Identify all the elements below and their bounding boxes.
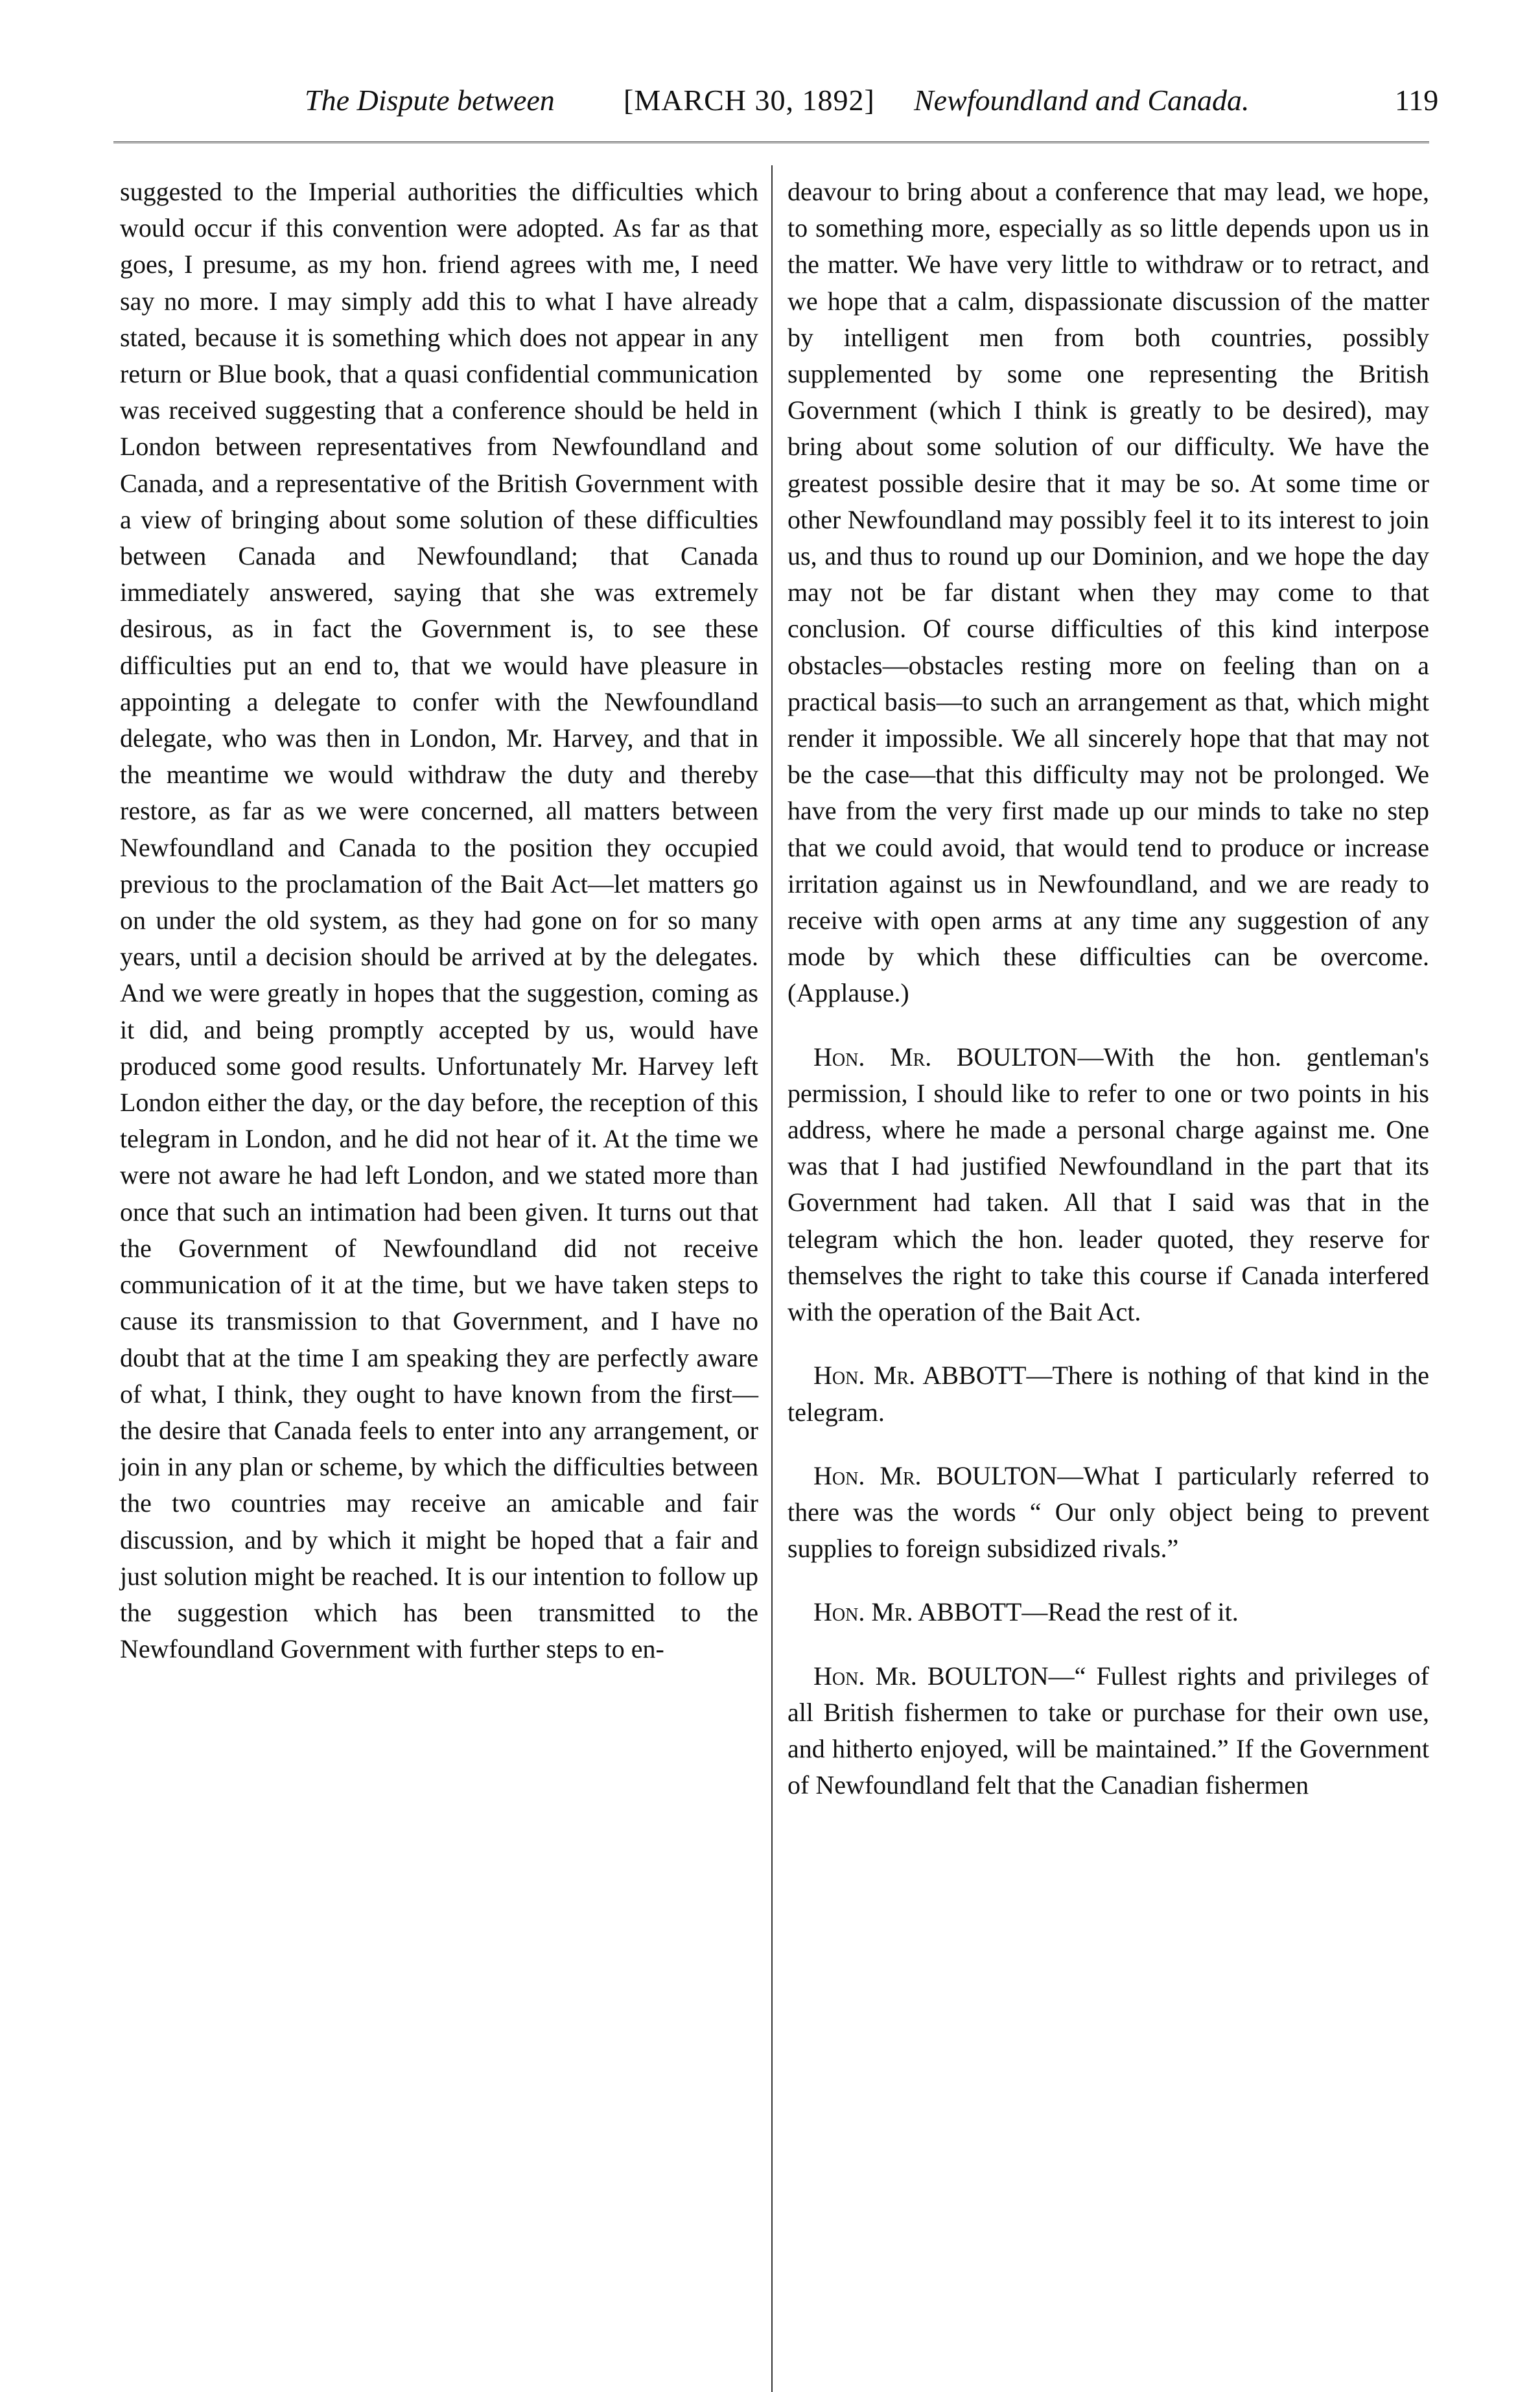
header-title-left: The Dispute between: [305, 84, 555, 117]
speech-boulton-2: [788, 1458, 1429, 1567]
right-column-continuation: deavour to bring about a conference that may lead, we hope, to something more, especially as so little depends upon us in the matter. We have very little to withdraw or to retract, and we hope that a calm, dispassionate discussion of the matter by intelligent men from both countries, possibly supplemented by some one representing the British Government (which I think is greatly to be desired), may bring about some solution of our difficulty. We have the greatest possible desire that it may be so. At some time or other Newfoundland may possibly feel it to its interest to join us, and thus to round up our Dominion, and we hope the day may not be far distant when they may come to that conclusion. Of course difficulties of this kind interpose obstacles—obstacles resting more on feeling than on a practical basis—to such an arrangement as that, which might render it impossible. We all sincerely hope that that may not be the case—that this difficulty may not be prolonged. We have from the very first made up our minds to take no step that we could avoid, that would tend to produce or increase irritation against us in Newfoundland, and we are ready to receive with open arms at any time any suggestion of any mode by which these difficulties can be overcome. (Applause.): [788, 177, 1429, 1008]
speaker-name: Hon. Mr. ABBOTT: [813, 1597, 1022, 1627]
speaker-name: Hon. Mr. BOULTON: [813, 1042, 1078, 1072]
speech-abbott-2: [788, 1594, 1429, 1630]
right-column: [788, 174, 1429, 1803]
header-date: [MARCH 30, 1892]: [624, 84, 875, 117]
header-rule: [113, 141, 1429, 143]
speech-boulton-3: [788, 1658, 1429, 1804]
speech-text: —There is nothing of that kind in the telegram.: [788, 1361, 1429, 1427]
speech-abbott-1: [788, 1357, 1429, 1430]
speaker-name: Hon. Mr. ABBOTT: [813, 1361, 1027, 1390]
left-column-paragraph: suggested to the Imperial authorities the difficulties which would occur if this convention were adopted. As far as that goes, I presume, as my hon. friend agrees with me, I need say no more. I may simply add this to what I have already stated, because it is something which does not appear in any return or Blue book, that a quasi confidential communication was received suggesting that a conference should be held in London between representatives from Newfoundland and Canada, and a representative of the British Government with a view of bringing about some solution of these difficulties between Canada and Newfoundland; that Canada immediately answered, saying that she was extremely desirous, as in fact the Government is, to see these difficulties put an end to, that we would have pleasure in appointing a delegate to confer with the Newfoundland delegate, who was then in London, Mr. Harvey, and that in the meantime we would withdraw the duty and thereby restore, as far as we were concerned, all matters between Newfoundland and Canada to the position they occupied previous to the proclamation of the Bait Act—let matters go on under the old system, as they had gone on for so many years, until a decision should be arrived at by the delegates. And we were greatly in hopes that the suggestion, coming as it did, and being promptly accepted by us, would have produced some good results. Unfortunately Mr. Harvey left London either the day, or the day before, the reception of this telegram in London, and he did not hear of it. At the time we were not aware he had left London, and we stated more than once that such an intimation had been given. It turns out that the Government of Newfoundland did not receive communication of it at the time, but we have taken steps to cause its transmission to that Government, and I have no doubt that at the time I am speaking they are perfectly aware of what, I think, they ought to have known from the first—the desire that Canada feels to enter into any arrangement, or join in any plan or scheme, by which the difficulties between the two countries may receive an amicable and fair discussion, and by which it might be hoped that a fair and just solution might be reached. It is our intention to follow up the suggestion which has been transmitted to the Newfoundland Government with further steps to en-: [120, 177, 758, 1664]
page-number: 119: [1395, 84, 1439, 117]
page-header: [0, 76, 1540, 135]
left-column: [120, 174, 758, 1667]
speech-boulton-1: [788, 1039, 1429, 1331]
speaker-name: Hon. Mr. BOULTON: [813, 1460, 1058, 1490]
column-divider: [771, 165, 773, 2392]
speech-text: —Read the rest of it.: [1021, 1597, 1239, 1627]
speech-text: —With the hon. gentleman's permission, I should like to refer to one or two points in his address, where he made a personal charge against me. One was that I had justified Newfoundland in the part that its Government had taken. All that I said was that in the telegram which the hon. leader quoted, they reserve for themselves the right to take this course if Canada interfered with the operation of the Bait Act.: [788, 1042, 1429, 1327]
header-title-right: Newfoundland and Canada.: [914, 84, 1250, 117]
speech-text: —“ Fullest rights and privileges of all British fishermen to take or purchase for their own use, and hitherto enjoyed, will be maintained.” If the Government of Newfoundland felt that the Canadian fishermen: [788, 1661, 1429, 1800]
speech-text: —What I particularly referred to there was the words “ Our only object being to prevent supplies to foreign subsidized rivals.”: [788, 1460, 1429, 1564]
speaker-name: Hon. Mr. BOULTON: [813, 1661, 1049, 1691]
